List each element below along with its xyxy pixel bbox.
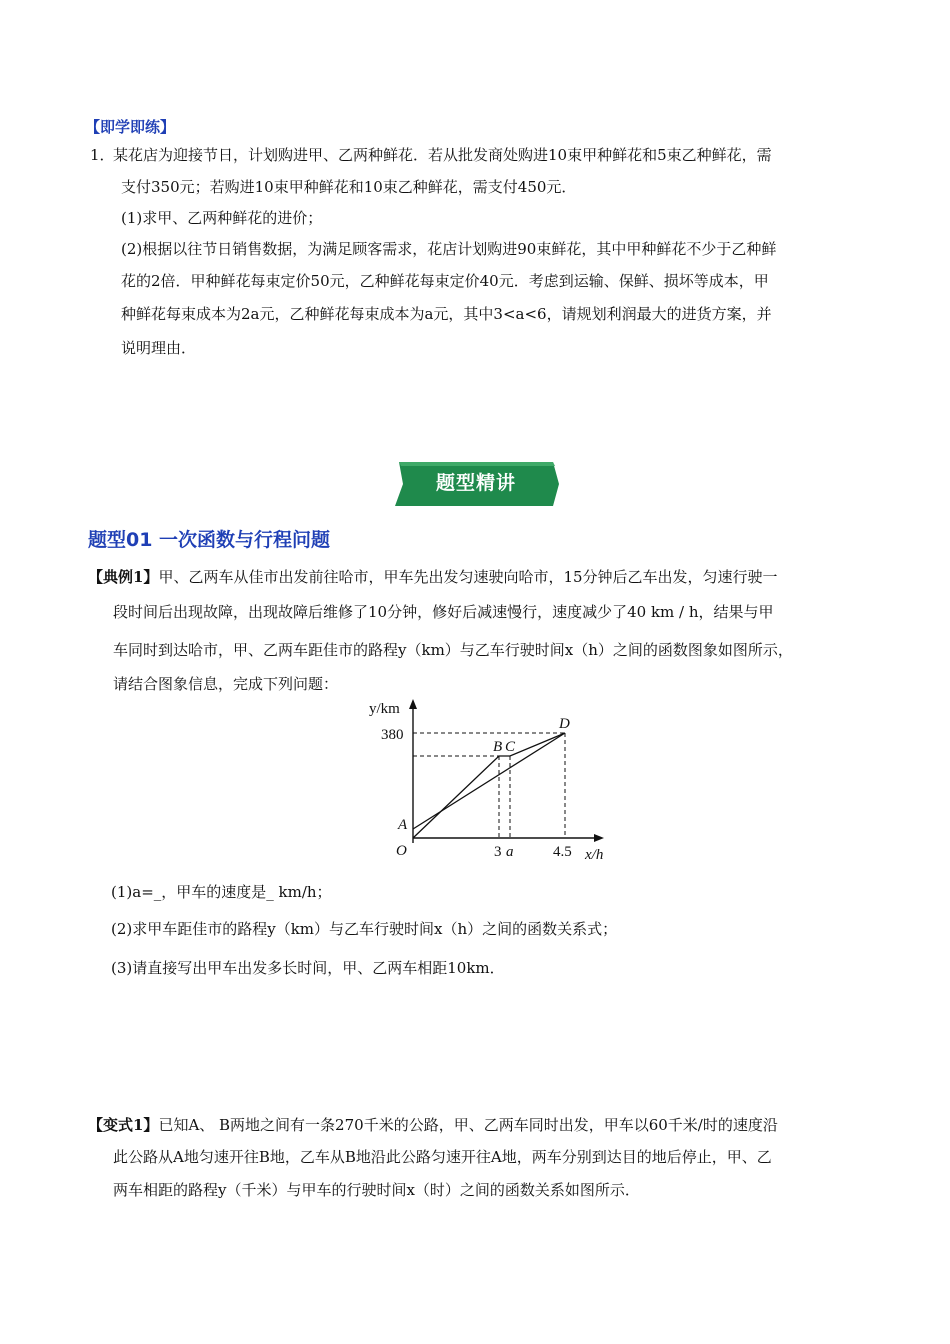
distance-time-graph (360, 695, 620, 870)
line-jia (413, 733, 565, 829)
example-sub-2: (2)求甲车距佳市的路程y（km）与乙车行驶时间x（h）之间的函数关系式； (111, 920, 618, 938)
practice-sub-2-line-3: 种鲜花每束成本为2a元，乙种鲜花每束成本为a元，其中3<a<6，请规划利润最大的进货方案，并 (121, 305, 772, 323)
example-line-2: 段时间后出现故障，出现故障后维修了10分钟，修好后减速慢行，速度减少了40 km / h，结果与甲 (113, 603, 774, 621)
line-yi (413, 733, 565, 838)
example-sub-3: (3)请直接写出甲车出发多长时间，甲、乙两车相距10km． (111, 959, 505, 977)
variant-text-1: 已知A、 B两地之间有一条270千米的公路，甲、乙两车同时出发，甲车以60千米/时的速度沿 (158, 1116, 778, 1134)
example-sub-1: (1)a=_，甲车的速度是_ km/h； (111, 883, 332, 901)
point-label-c: C (505, 739, 516, 755)
practice-tag: 【即学即练】 (85, 118, 176, 136)
variant-line-2: 此公路从A地匀速开往B地，乙车从B地沿此公路匀速开往A地，两车分别到达目的地后停止，甲、乙 (113, 1148, 772, 1166)
example-line-3: 车同时到达哈市，甲、乙两车距佳市的路程y（km）与乙车行驶时间x（h）之间的函数图象如图所示， (113, 641, 793, 659)
point-label-a: A (398, 817, 408, 833)
x-tick-a: a (506, 844, 514, 860)
practice-sub-2-line-1: (2)根据以往节日销售数据，为满足顾客需求，花店计划购进90束鲜花，其中甲种鲜花不少于乙种鲜 (121, 240, 777, 258)
x-axis-label: x/h (585, 847, 604, 863)
practice-sub-2-line-2: 花的2倍．甲种鲜花每束定价50元，乙种鲜花每束定价40元．考虑到运输、保鲜、损坏等成本，甲 (121, 272, 769, 290)
y-axis-arrow (409, 699, 417, 709)
y-axis-label: y/km (369, 701, 400, 717)
practice-line-1: 某花店为迎接节日，计划购进甲、乙两种鲜花．若从批发商处购进10束甲种鲜花和5束乙种鲜花，需 (113, 146, 772, 164)
practice-q-number: 1． (90, 146, 115, 164)
example-text-1: 甲、乙两车从佳市出发前往哈市，甲车先出发匀速驶向哈市，15分钟后乙车出发，匀速行驶一 (158, 568, 778, 586)
x-axis-arrow (594, 834, 604, 842)
variant-line-3: 两车相距的路程y（千米）与甲车的行驶时间x（时）之间的函数关系如图所示． (113, 1181, 640, 1199)
origin-label: O (396, 843, 407, 859)
variant-line-1 (88, 1115, 778, 1135)
practice-sub-2-line-4: 说明理由． (121, 339, 197, 357)
variant-tag: 【变式1】 (88, 1116, 159, 1134)
y-tick-380: 380 (381, 727, 404, 743)
point-label-d: D (559, 716, 570, 732)
point-label-b: B (493, 739, 503, 755)
practice-sub-1: (1)求甲、乙两种鲜花的进价； (121, 209, 323, 227)
section-banner (393, 460, 559, 508)
x-tick-4-5: 4.5 (553, 844, 572, 860)
example-line-1 (88, 567, 778, 587)
practice-line-2: 支付350元；若购进10束甲种鲜花和10束乙种鲜花，需支付450元． (121, 178, 577, 196)
x-tick-3: 3 (494, 844, 502, 860)
example-tag: 【典例1】 (88, 568, 159, 586)
banner-text: 题型精讲 (435, 472, 516, 494)
example-line-4: 请结合图象信息，完成下列问题： (113, 675, 339, 693)
section-title: 题型01 一次函数与行程问题 (88, 529, 331, 551)
